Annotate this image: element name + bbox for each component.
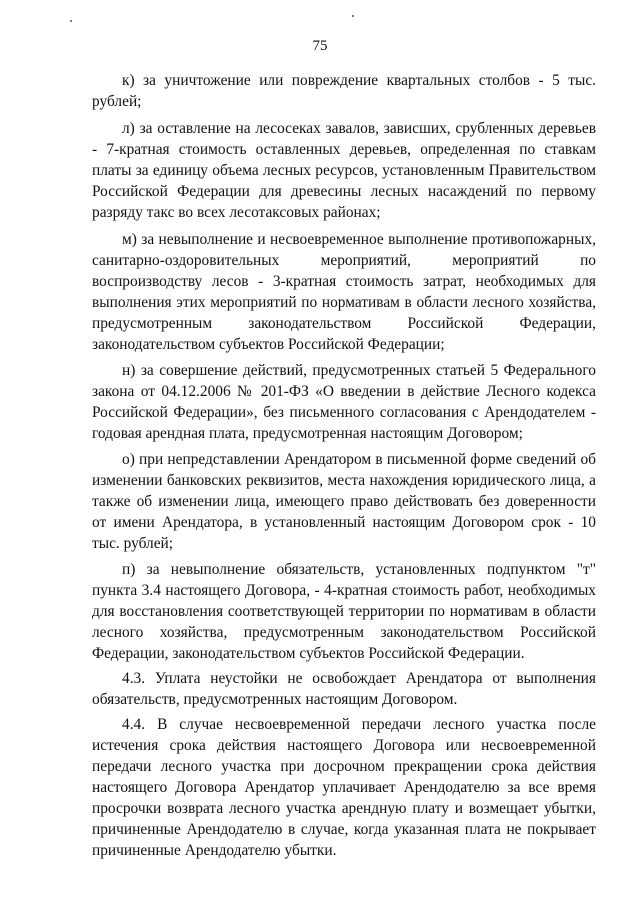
clause-o: о) при непредставлении Арендатором в письменной форме сведений об изменении банковских реквизитов, места нахождения юридического лица, а также об изменении лица, имеющего право действовать без доверенности от имени Арендатора, в установленный настоящим Договором срок - 10 тыс. рублей; [92, 451, 596, 552]
clause-m: м) за невыполнение и несвоевременное выполнение противопожарных, санитарно-оздоровительных мероприятий, мероприятий по воспроизводству лесов - 3-кратная стоимость затрат, необходимых для выполнения этих мероприятий по нормативам в области лесного хозяйства, предусмотренным законодательством Российской Федерации, законодательством субъектов Российской Федерации; [92, 231, 596, 353]
section-4-3: 4.3. Уплата неустойки не освобождает Арендатора от выполнения обязательств, предусмотренных настоящим Договором. [92, 670, 596, 708]
document-body [92, 70, 596, 861]
clause-l: л) за оставление на лесосеках завалов, зависших, срубленных деревьев - 7-кратная стоимость оставленных деревьев, определенная по ставкам платы за единицу объема лесных ресурсов, установленным Правительством Российской Федерации для древесины лесных насаждений по первому разряду такс во всех лесотаксовых районах; [92, 120, 596, 221]
clause-k: к) за уничтожение или повреждение квартальных столбов - 5 тыс. рублей; [92, 72, 596, 110]
scan-speck [352, 15, 354, 17]
section-4-4: 4.4. В случае несвоевременной передачи лесного участка после истечения срока действия настоящего Договора или несвоевременной передачи лесного участка при досрочном прекращении срока действия настоящего Договора Арендатор уплачивает Арендодателю за все время просрочки возврата лесного участка арендную плату и возмещает убытки, причиненные Арендодателю в случае, когда указанная плата не покрывает причиненные Арендодателю убытки. [92, 716, 596, 859]
clause-p: п) за невыполнение обязательств, установленных подпунктом "т" пункта 3.4 настоящего Договора, - 4-кратная стоимость работ, необходимых для восстановления соответствующей территории по нормативам в области лесного хозяйства, предусмотренным законодательством Российской Федерации, законодательством субъектов Российской Федерации. [92, 561, 596, 662]
clause-n: н) за совершение действий, предусмотренных статьей 5 Федерального закона от 04.12.2006 № 201-ФЗ «О введении в действие Лесного кодекса Российской Федерации», без письменного согласования с Арендодателем - годовая арендная плата, предусмотренная настоящим Договором; [92, 362, 596, 442]
page-number: 75 [312, 38, 328, 54]
scan-speck [70, 20, 72, 22]
